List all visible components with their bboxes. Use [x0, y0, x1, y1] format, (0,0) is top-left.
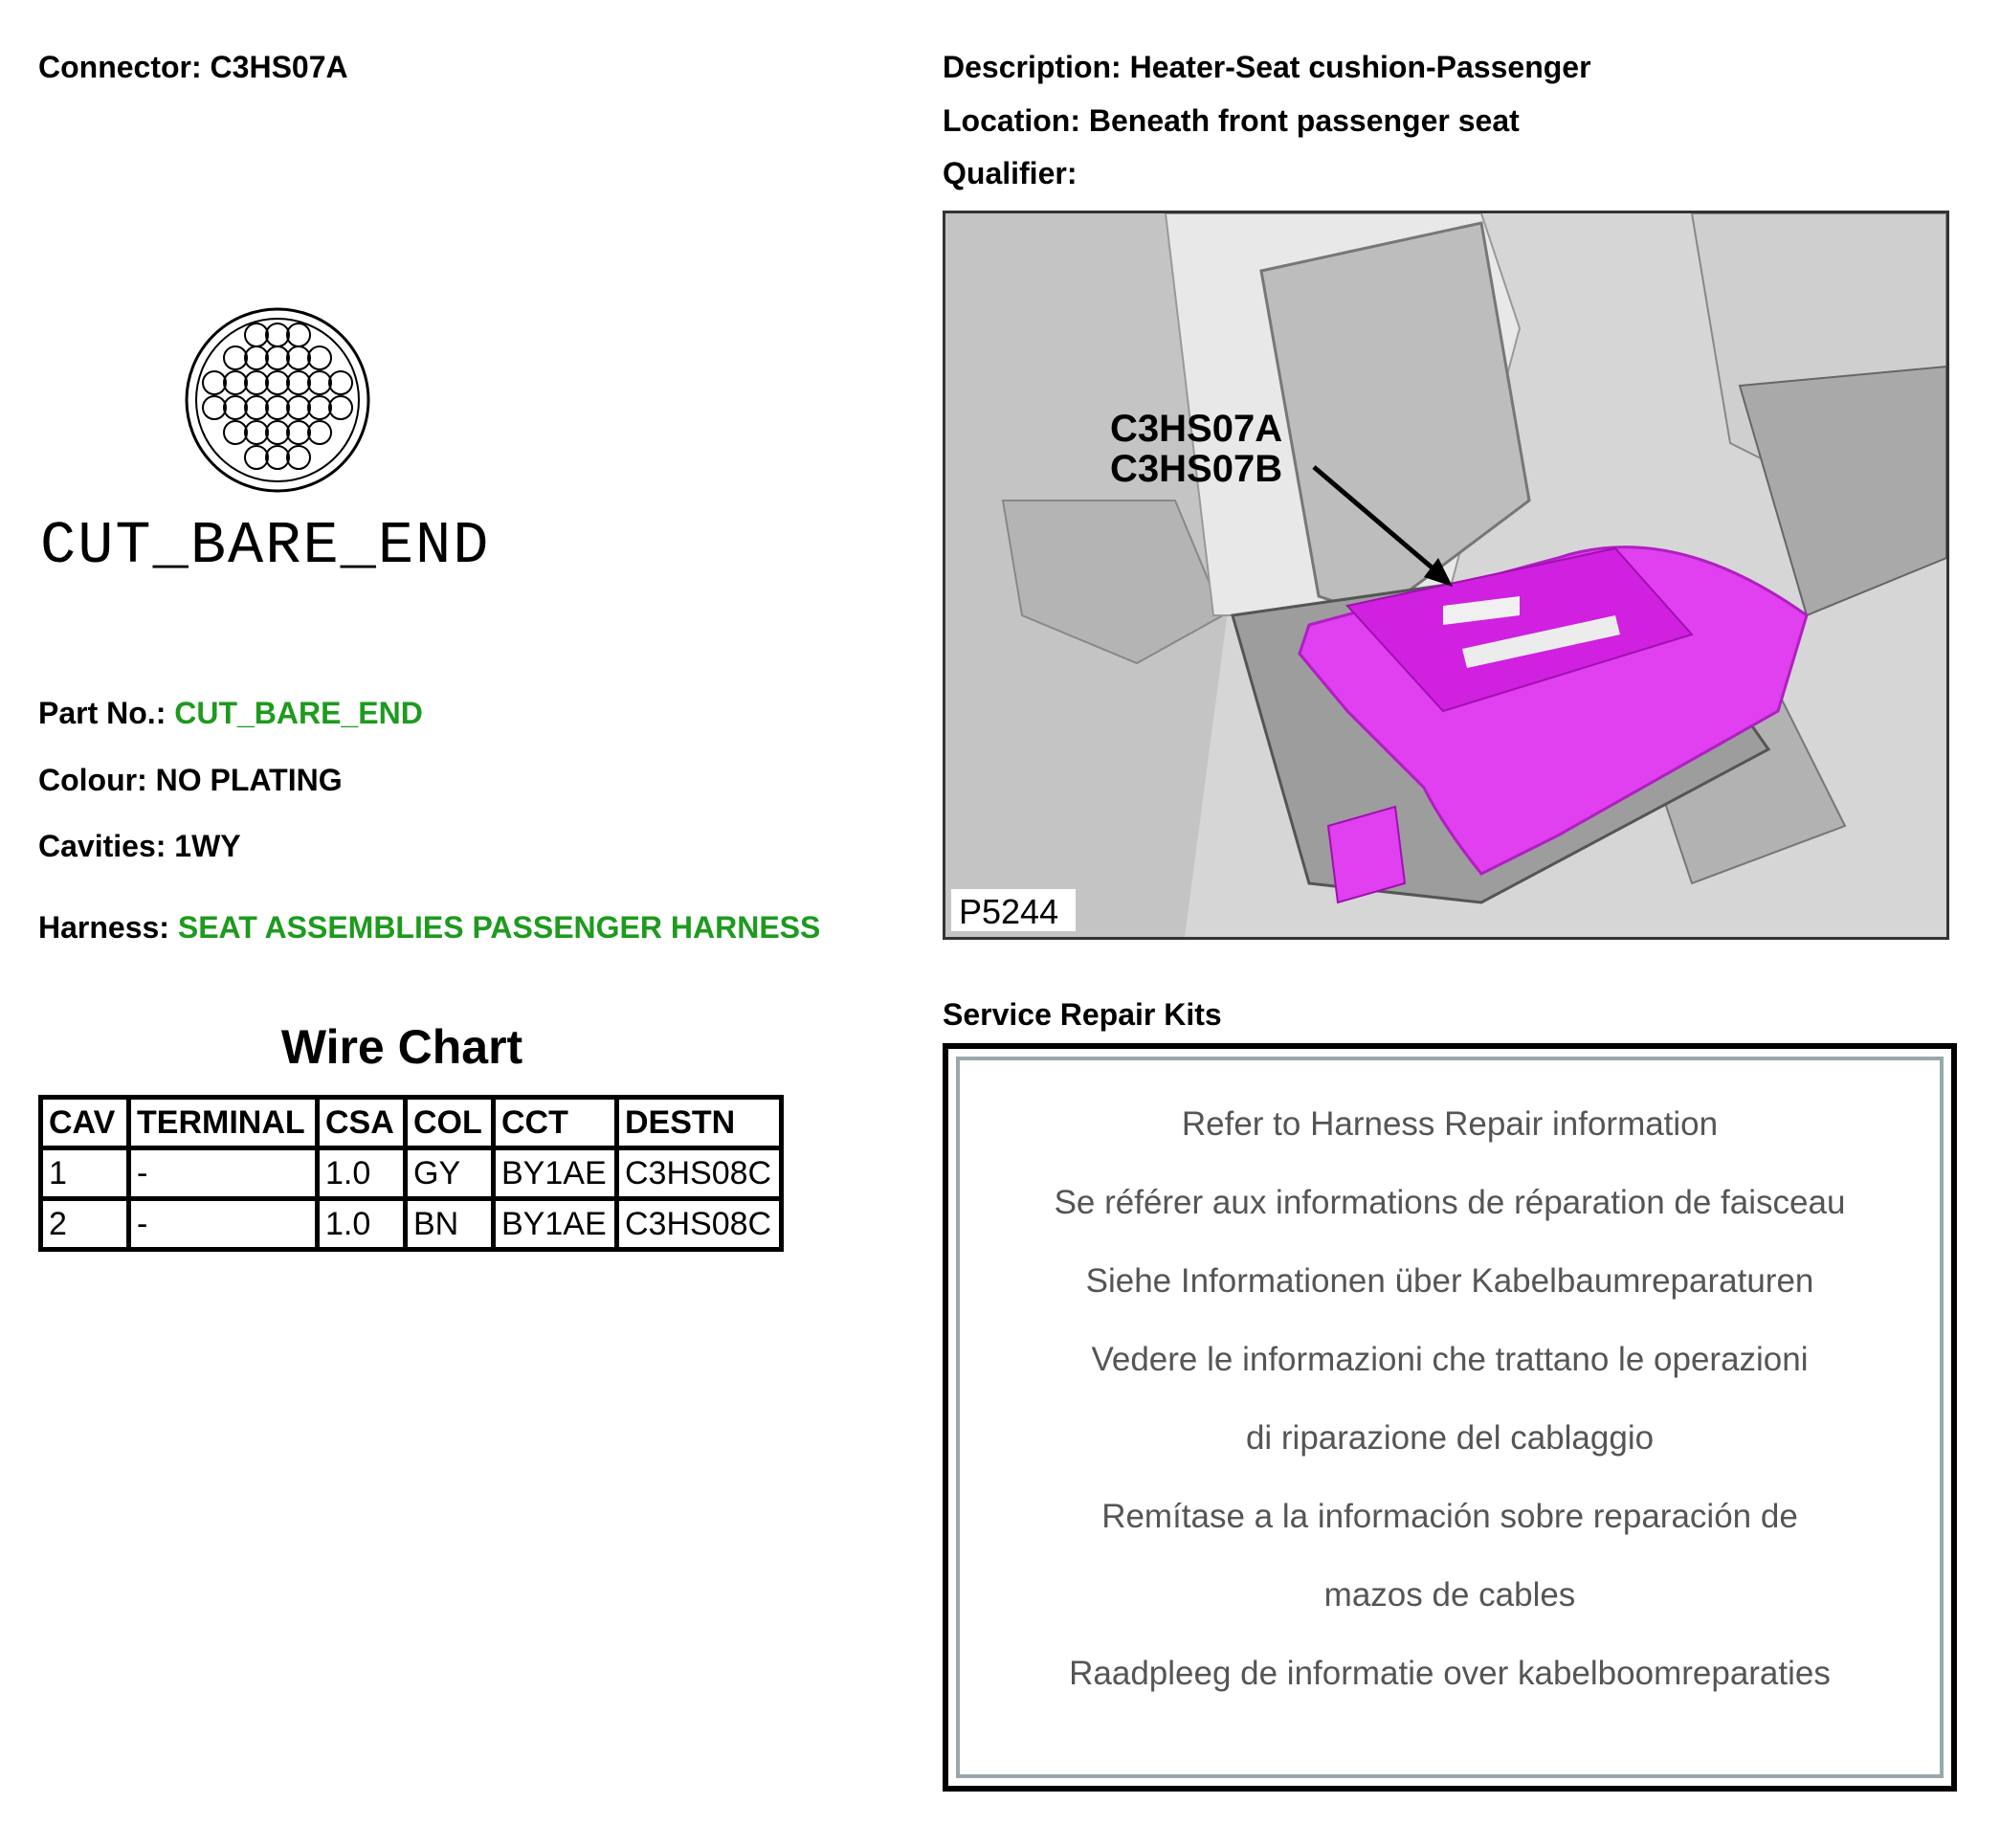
connector-value: C3HS07A [210, 50, 348, 84]
cell-csa: 1.0 [318, 1148, 406, 1199]
cell-col: BN [406, 1199, 494, 1250]
cavities-label: Cavities: [38, 829, 167, 863]
callout-b: C3HS07B [1110, 448, 1283, 490]
harness-link[interactable]: SEAT ASSEMBLIES PASSENGER HARNESS [177, 910, 821, 945]
col-header-col: COL [406, 1098, 494, 1148]
description-row [943, 50, 1591, 85]
kit-line-it-2: di riparazione del cablaggio [1245, 1419, 1655, 1457]
col-header-terminal: TERMINAL [129, 1098, 318, 1148]
colour-row [38, 763, 343, 798]
kit-line-nl: Raadpleeg de informatie over kabelboomreparaties [1069, 1655, 1831, 1692]
connector-face-icon [182, 304, 373, 496]
connector-row [38, 50, 348, 85]
kit-line-es-1: Remítase a la información sobre reparación de [1101, 1498, 1798, 1535]
service-repair-kits-title: Service Repair Kits [943, 997, 1222, 1032]
col-header-cav: CAV [41, 1098, 129, 1148]
kit-line-en: Refer to Harness Repair information [1181, 1105, 1719, 1143]
wire-chart-header-row [41, 1098, 782, 1148]
wire-chart-title: Wire Chart [280, 1020, 523, 1074]
cell-terminal: - [129, 1199, 318, 1250]
col-header-csa: CSA [318, 1098, 406, 1148]
location-value: Beneath front passenger seat [1088, 103, 1520, 138]
table-row [41, 1199, 782, 1250]
wire-chart-table [38, 1095, 784, 1252]
cavities-row [38, 829, 241, 864]
service-repair-kits-inner [956, 1057, 1944, 1778]
cell-terminal: - [129, 1148, 318, 1199]
table-row [41, 1148, 782, 1199]
cell-cav: 1 [41, 1148, 129, 1199]
part-no-label: Part No.: [38, 696, 167, 730]
qualifier-label: Qualifier: [943, 156, 1078, 190]
service-repair-kits-box [943, 1043, 1957, 1792]
description-value: Heater-Seat cushion-Passenger [1129, 50, 1591, 84]
part-no-link[interactable]: CUT_BARE_END [174, 696, 423, 730]
qualifier-row [943, 156, 1077, 191]
kit-line-es-2: mazos de cables [1323, 1576, 1576, 1614]
location-row [943, 103, 1520, 139]
connector-label: Connector: [38, 50, 202, 84]
cell-cct: BY1AE [494, 1199, 617, 1250]
kit-line-de: Siehe Informationen über Kabelbaumreparaturen [1085, 1262, 1814, 1300]
callout-a: C3HS07A [1110, 408, 1283, 450]
location-illustration [943, 211, 1949, 940]
cell-cct: BY1AE [494, 1148, 617, 1199]
cell-col: GY [406, 1148, 494, 1199]
colour-label: Colour: [38, 763, 147, 797]
colour-value: NO PLATING [155, 763, 343, 797]
cell-csa: 1.0 [318, 1199, 406, 1250]
connector-face-label: CUT_BARE_END [40, 512, 491, 580]
col-header-cct: CCT [494, 1098, 617, 1148]
harness-label: Harness: [38, 910, 169, 945]
cell-destn[interactable]: C3HS08C [617, 1199, 782, 1250]
harness-row [38, 910, 820, 946]
col-header-destn: DESTN [617, 1098, 782, 1148]
kit-line-fr: Se référer aux informations de réparation de faisceau [1054, 1184, 1846, 1221]
cell-cav: 2 [41, 1199, 129, 1250]
figure-id: P5244 [959, 892, 1059, 931]
location-label: Location: [943, 103, 1080, 138]
cavities-value: 1WY [174, 829, 241, 863]
description-label: Description: [943, 50, 1122, 84]
part-no-row [38, 696, 423, 731]
kit-line-it-1: Vedere le informazioni che trattano le operazioni [1091, 1341, 1809, 1378]
cell-destn[interactable]: C3HS08C [617, 1148, 782, 1199]
